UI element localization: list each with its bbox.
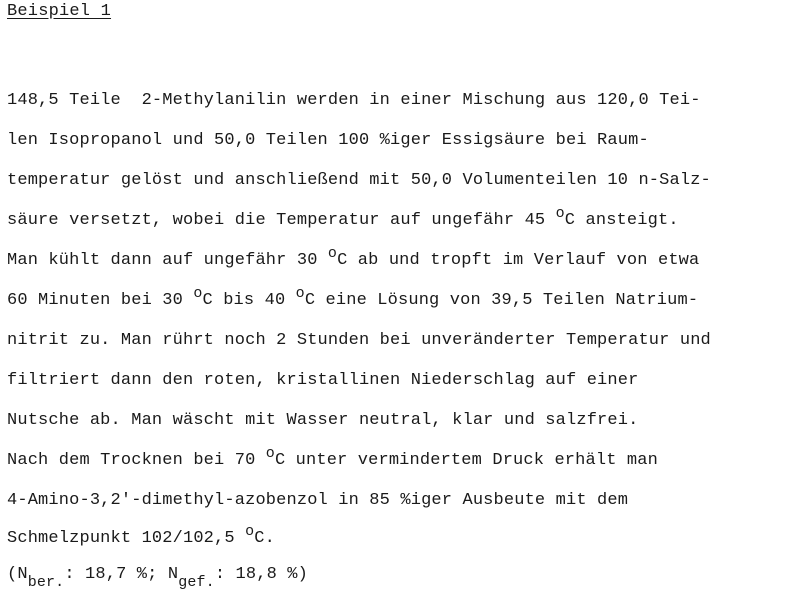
text-line-2 [7, 121, 797, 161]
line-5-text-a: Man kühlt dann auf ungefähr 30 [7, 251, 328, 270]
text-line-5 [7, 241, 797, 281]
subscript-calculated: ber. [27, 574, 65, 591]
text-line-10 [7, 441, 797, 481]
line-12-text-a: Schmelzpunkt 102/102,5 [7, 529, 246, 548]
line-9-text: Nutsche ab. Man wäscht mit Wasser neutral, klar und salzfrei. [7, 411, 639, 430]
text-line-1 [7, 81, 797, 121]
text-line-7 [7, 321, 797, 361]
line-10-text-b: C unter vermindertem Druck erhält man [274, 451, 658, 470]
line-8-text: filtriert dann den roten, kristallinen Niederschlag auf einer [7, 371, 639, 390]
degree-symbol: o [193, 285, 203, 302]
line-5-text-b: C ab und tropft im Verlauf von etwa [337, 251, 700, 270]
line-10-text-a: Nach dem Trocknen bei 70 [7, 451, 266, 470]
line-4-text-a: säure versetzt, wobei die Temperatur auf ungefähr 45 [7, 211, 556, 230]
line-4-text-b: C ansteigt. [564, 211, 679, 230]
text-line-13 [7, 557, 797, 593]
line-13-text-c: : 18,8 %) [214, 565, 308, 584]
line-13-text-a: (N [7, 565, 28, 584]
degree-symbol: o [265, 445, 275, 462]
text-line-4 [7, 201, 797, 241]
line-6-text-c: C eine Lösung von 39,5 Teilen Natrium- [304, 291, 699, 310]
text-line-6 [7, 281, 797, 321]
line-11-text: 4-Amino-3,2'-dimethyl-azobenzol in 85 %iger Ausbeute mit dem [7, 491, 629, 510]
degree-symbol: o [555, 205, 565, 222]
line-13-text-b: : 18,7 %; N [64, 565, 179, 584]
subscript-found: gef. [178, 574, 215, 591]
line-6-text-a: 60 Minuten bei 30 [7, 291, 194, 310]
line-1-text: 148,5 Teile 2-Methylanilin werden in einer Mischung aus 120,0 Tei- [7, 91, 701, 110]
text-line-8 [7, 361, 797, 401]
line-6-text-b: C bis 40 [202, 291, 296, 310]
line-12-text-b: C. [254, 529, 275, 548]
line-2-text: len Isopropanol und 50,0 Teilen 100 %iger Essigsäure bei Raum- [7, 131, 649, 150]
procedure-text [7, 81, 797, 593]
example-heading: Beispiel 1 [7, 2, 112, 21]
text-line-12 [7, 521, 797, 557]
line-3-text: temperatur gelöst und anschließend mit 50,0 Volumenteilen 10 n-Salz- [7, 171, 711, 190]
degree-symbol: o [295, 285, 305, 302]
text-line-3 [7, 161, 797, 201]
line-7-text: nitrit zu. Man rührt noch 2 Stunden bei unveränderter Temperatur und [7, 331, 711, 350]
degree-symbol: o [245, 523, 255, 540]
degree-symbol: o [327, 245, 338, 262]
text-line-11 [7, 481, 797, 521]
text-line-9 [7, 401, 797, 441]
